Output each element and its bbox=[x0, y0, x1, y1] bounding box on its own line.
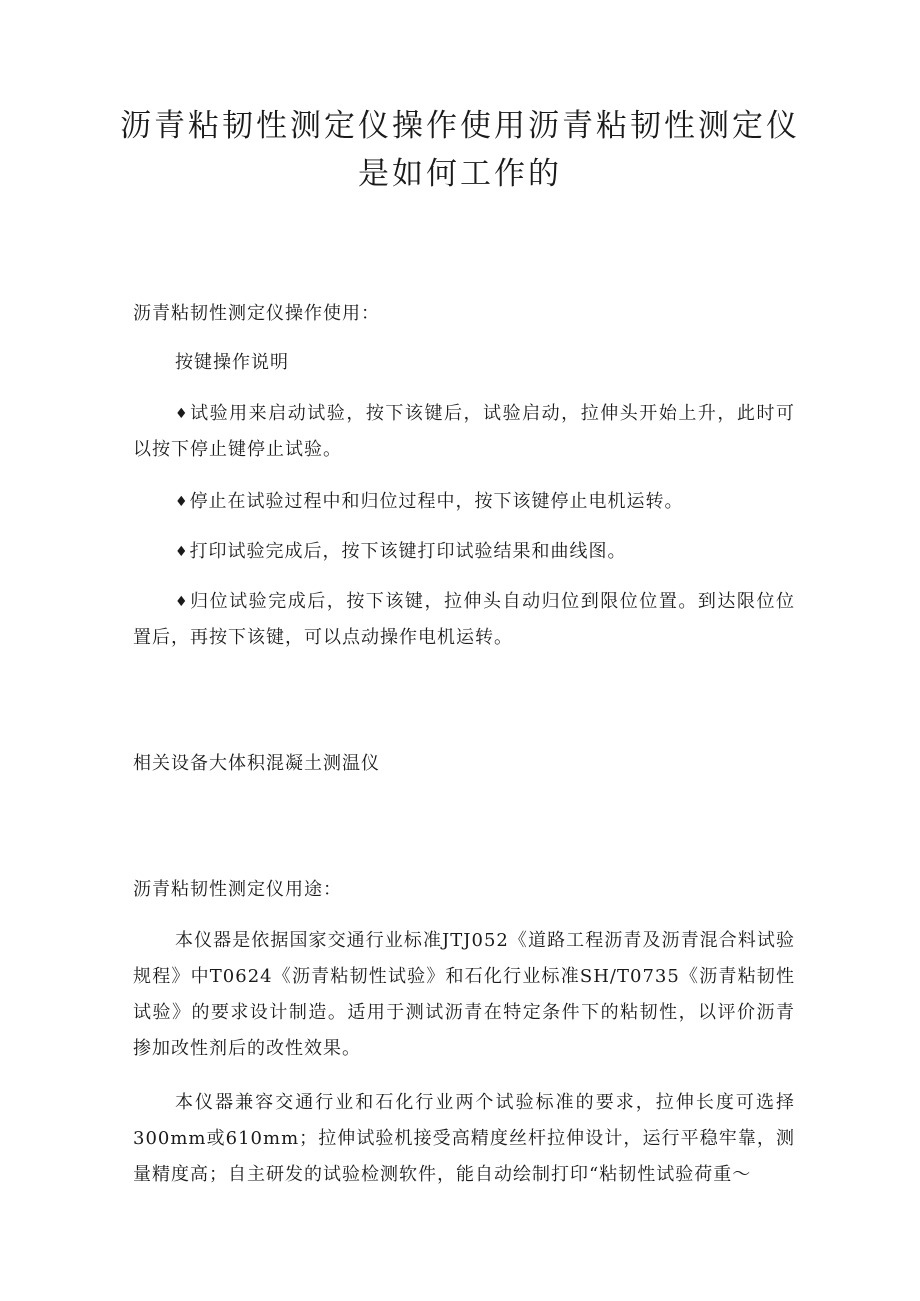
document-title: 沥青粘韧性测定仪操作使用沥青粘韧性测定仪是如何工作的 bbox=[120, 108, 800, 192]
bullet-text: 打印试验完成后，按下该键打印试验结果和曲线图。 bbox=[189, 541, 627, 562]
diamond-bullet-icon: ♦ bbox=[175, 594, 189, 610]
bullet-text: 试验用来启动试验，按下该键后，试验启动，拉伸头开始上升，此时可以按下停止键停止试验。 bbox=[133, 403, 795, 460]
diamond-bullet-icon: ♦ bbox=[175, 406, 189, 422]
key-instructions-heading: 按键操作说明 bbox=[175, 352, 289, 373]
paragraph-compatibility: 本仪器兼容交通行业和石化行业两个试验标准的要求，拉伸长度可选择300mm或610mm；拉伸试验机接受高精度丝杆拉伸设计，运行平稳牢靠，测量精度高；自主研发的试验检测软件，能自动绘制打印“粘韧性试验荷重～ bbox=[133, 1092, 795, 1185]
bullet-item-test bbox=[133, 396, 795, 468]
section-heading-purpose: 沥青粘韧性测定仪用途： bbox=[133, 879, 342, 900]
bullet-item-home bbox=[133, 584, 795, 656]
bullet-text: 归位试验完成后，按下该键，拉伸头自动归位到限位位置。到达限位位置后，再按下该键，可以点动操作电机运转。 bbox=[133, 591, 795, 648]
bullet-item-stop bbox=[133, 484, 795, 520]
bullet-item-print bbox=[133, 534, 795, 570]
bullet-text: 停止在试验过程中和归位过程中，按下该键停止电机运转。 bbox=[189, 491, 684, 512]
paragraph-standards: 本仪器是依据国家交通行业标准JTJ052《道路工程沥青及沥青混合料试验规程》中T0624《沥青粘韧性试验》和石化行业标准SH/T0735《沥青粘韧性试验》的要求设计制造。适用于测试沥青在特定条件下的粘韧性，以评价沥青掺加改性剂后的改性效果。 bbox=[133, 930, 795, 1059]
diamond-bullet-icon: ♦ bbox=[175, 494, 189, 510]
section-heading-usage: 沥青粘韧性测定仪操作使用： bbox=[133, 303, 380, 324]
related-equipment-line: 相关设备大体积混凝土测温仪 bbox=[133, 753, 380, 774]
diamond-bullet-icon: ♦ bbox=[175, 544, 189, 560]
